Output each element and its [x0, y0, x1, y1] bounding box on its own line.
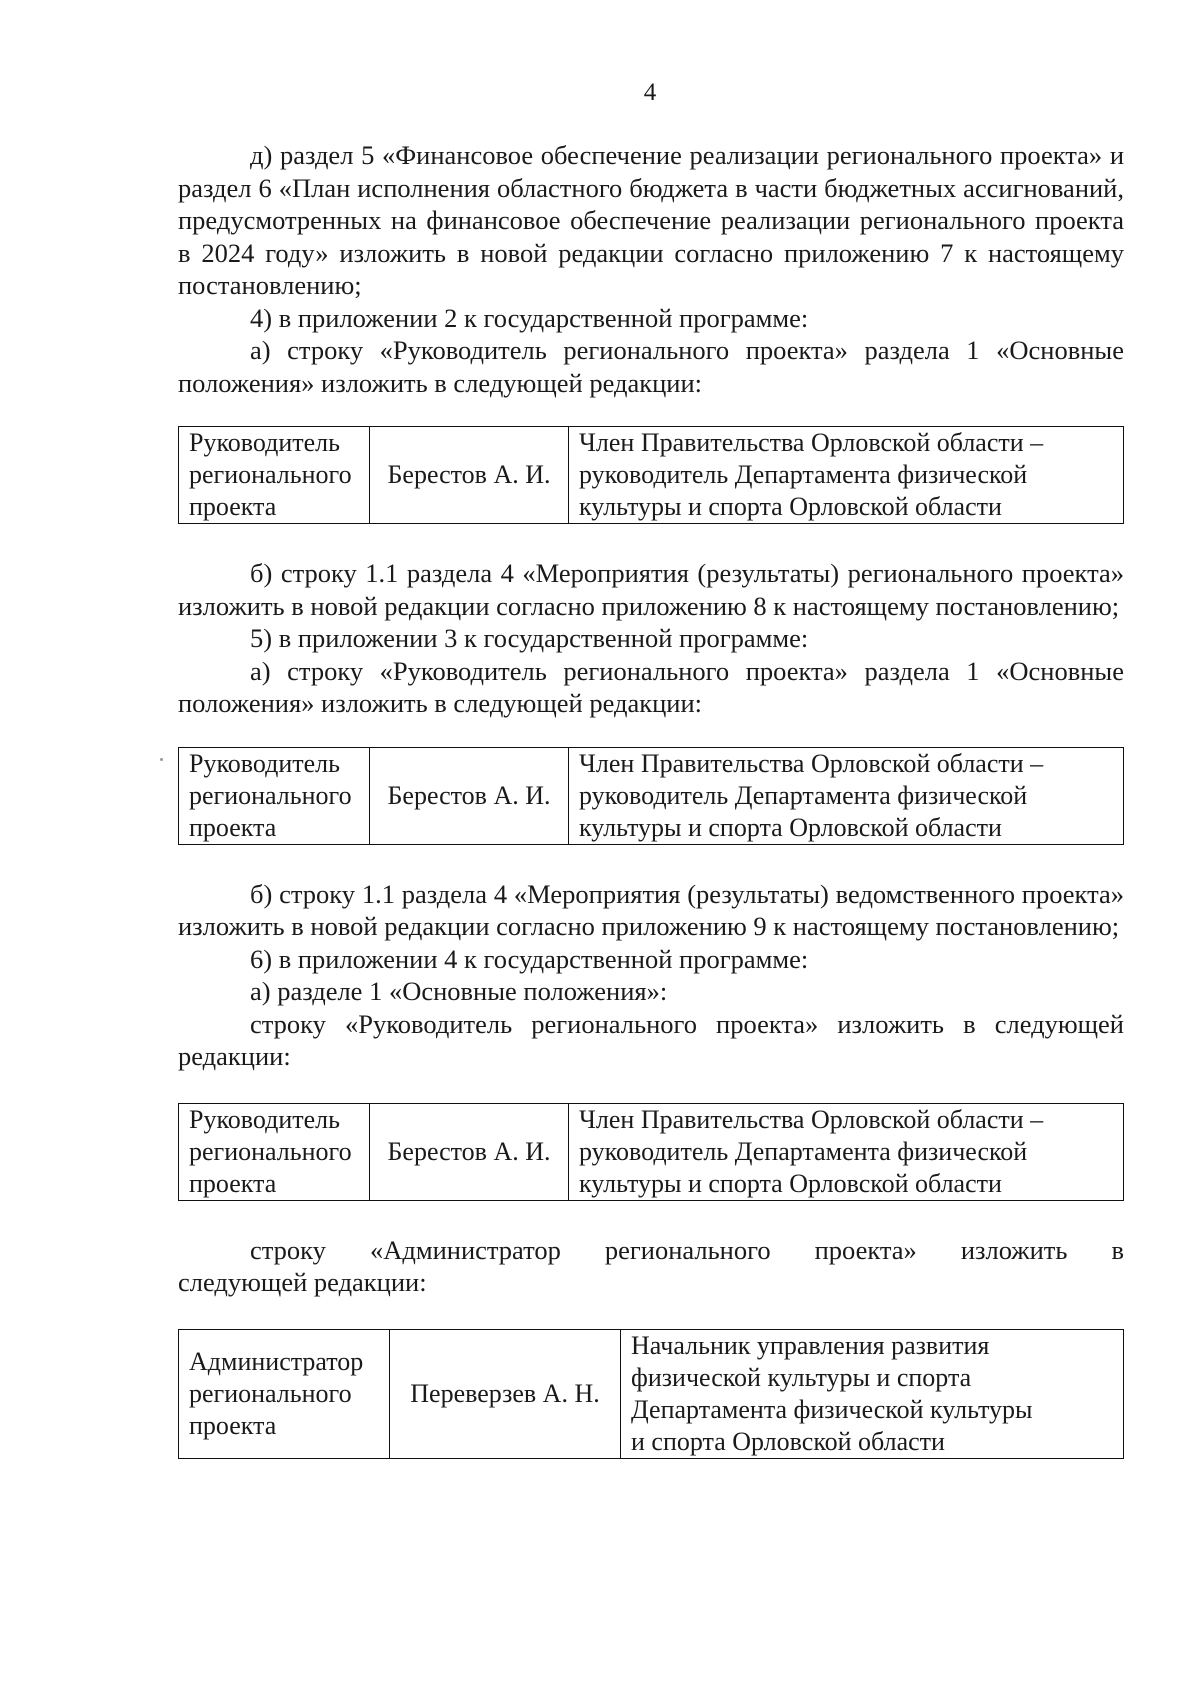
- role-line: проекта: [189, 812, 277, 842]
- position-line: руководитель Департамента физической: [579, 1136, 1028, 1166]
- position-cell: [569, 427, 1124, 524]
- role-line: Руководитель: [189, 748, 340, 778]
- position-cell: [569, 747, 1124, 844]
- administrator-table-appendix-4: [178, 1329, 1124, 1459]
- leader-table-appendix-4: [178, 1103, 1124, 1201]
- role-line: проекта: [189, 492, 277, 521]
- paragraph-appendix-3-item-a: а) строку «Руководитель регионального проекта» раздела 1 «Основные положения» изложить в следующей редакции:: [178, 655, 1124, 718]
- paragraph-leader-row-instruction: строку «Руководитель регионального проекта» изложить в следующей редакции:: [178, 1008, 1124, 1071]
- position-line: Департамента физической культуры: [631, 1394, 1033, 1424]
- person-cell: Переверзев А. Н.: [390, 1329, 621, 1458]
- position-line: Начальник управления развития: [631, 1330, 990, 1360]
- position-line: культуры и спорта Орловской области: [579, 492, 1002, 521]
- role-line: регионального: [189, 1136, 352, 1166]
- paragraph-appendix-2: 4) в приложении 2 к государственной программе:: [250, 302, 809, 333]
- role-line: регионального: [189, 460, 352, 489]
- position-line: руководитель Департамента физической: [579, 780, 1028, 810]
- paragraph-appendix-4-item-a: а) разделе 1 «Основные положения»:: [250, 976, 668, 1006]
- leader-table-appendix-2: [178, 426, 1124, 524]
- paragraph-appendix-2-item-b: б) строку 1.1 раздела 4 «Мероприятия (результаты) регионального проекта» изложить в новой редакции согласно приложению 8 к настоящему постановлению;: [178, 558, 1124, 621]
- document-body: [178, 139, 1124, 1459]
- position-line: Член Правительства Орловской области –: [579, 748, 1044, 778]
- role-line: Руководитель: [189, 428, 340, 457]
- role-line: проекта: [189, 1410, 277, 1440]
- position-line: физической культуры и спорта: [631, 1362, 972, 1392]
- role-line: проекта: [189, 1168, 277, 1198]
- leader-table-appendix-3: [178, 747, 1124, 845]
- paragraph-section-5-6: д) раздел 5 «Финансовое обеспечение реализации регионального проекта» и раздел 6 «План исполнения областного бюджета в части бюджетных ассигнований, предусмотренных на финансовое обеспечение реализации регионального проекта в 2024 году» изложить в новой редакции согласно приложению 7 к настоящему постановлению;: [178, 140, 1124, 300]
- paragraph-admin-row-instruction-line1: строку «Администратор регионального проекта» изложить в: [250, 1234, 1124, 1265]
- position-line: и спорта Орловской области: [631, 1426, 945, 1456]
- paragraph-appendix-4: 6) в приложении 4 к государственной программе:: [250, 943, 809, 974]
- position-line: культуры и спорта Орловской области: [579, 812, 1002, 842]
- paragraph-appendix-3-item-b: б) строку 1.1 раздела 4 «Мероприятия (результаты) ведомственного проекта» изложить в новой редакции согласно приложению 9 к настоящему постановлению;: [178, 878, 1124, 941]
- role-cell: [179, 427, 370, 524]
- role-line: регионального: [189, 780, 352, 810]
- person-cell: Берестов А. И.: [370, 427, 569, 524]
- scan-speck: [160, 758, 163, 761]
- person-cell: Берестов А. И.: [370, 747, 569, 844]
- role-cell: [179, 1103, 370, 1200]
- paragraph-appendix-3: 5) в приложении 3 к государственной программе:: [250, 623, 809, 653]
- paragraph-admin-row-instruction-line2: следующей редакции:: [178, 1267, 427, 1297]
- position-cell: [621, 1329, 1124, 1458]
- page-number: 4: [643, 79, 657, 106]
- position-line: Член Правительства Орловской области –: [579, 428, 1044, 457]
- person-cell: Берестов А. И.: [370, 1103, 569, 1200]
- position-line: Член Правительства Орловской области –: [579, 1104, 1044, 1134]
- position-line: культуры и спорта Орловской области: [579, 1168, 1002, 1198]
- role-cell: [179, 747, 370, 844]
- role-line: Администратор: [189, 1346, 364, 1376]
- role-line: Руководитель: [189, 1104, 340, 1134]
- position-line: руководитель Департамента физической: [579, 460, 1028, 489]
- role-line: регионального: [189, 1378, 352, 1408]
- table-row: [179, 427, 1124, 524]
- role-cell: [179, 1329, 390, 1458]
- table-row: [179, 1103, 1124, 1200]
- position-cell: [569, 1103, 1124, 1200]
- paragraph-appendix-2-item-a: а) строку «Руководитель регионального проекта» раздела 1 «Основные положения» изложить в следующей редакции:: [178, 335, 1124, 398]
- table-row: [179, 747, 1124, 844]
- table-row: [179, 1329, 1124, 1458]
